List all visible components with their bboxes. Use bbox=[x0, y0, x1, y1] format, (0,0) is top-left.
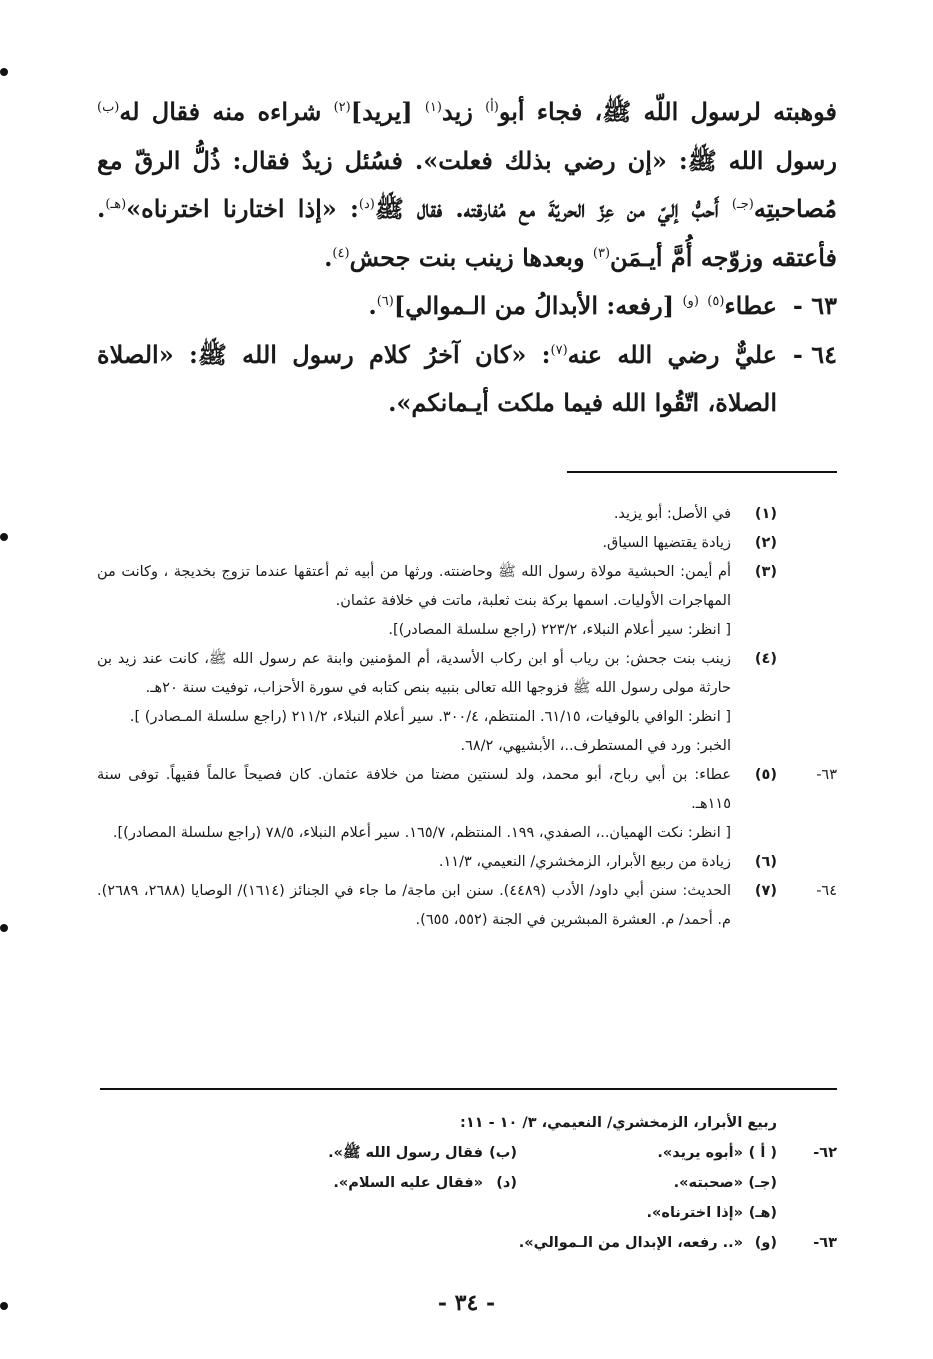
footnote-text: أم أيمن: الحبشية مولاة رسول الله ﷺ وحاضنته. ورثها من أبيه ثم أعتقها عندما تزوج بخديجة ، وكانت من المهاجرات الأوليات. اسمها بركة بنت ثعلبة، ماتت في خلافة عثمان. bbox=[97, 564, 731, 609]
footnote-number: (٦) bbox=[754, 854, 777, 870]
footnote bbox=[97, 761, 837, 819]
entry-text: عطاء$^{(٥)}$ $^{(و)}$ [رفعه: الأبدالُ من الـموالي]$^{(٦)}$. bbox=[368, 291, 777, 320]
verse-ref bbox=[777, 558, 837, 616]
verse-ref: ٦٤- bbox=[816, 883, 837, 899]
variant-label: (هـ) bbox=[748, 1205, 777, 1221]
footnote-number bbox=[731, 819, 777, 848]
variant-cell bbox=[97, 1198, 517, 1228]
footnote-number bbox=[731, 732, 777, 761]
variant-label: (د) bbox=[496, 1175, 517, 1191]
note-mark: (٥) bbox=[707, 294, 725, 309]
footnote bbox=[97, 819, 837, 848]
verse-ref bbox=[777, 732, 837, 761]
variant-cell bbox=[517, 1168, 777, 1198]
text-run: وبعدها زينب بنت جحش bbox=[349, 242, 585, 272]
note-mark: (و) bbox=[682, 294, 699, 309]
note-mark: (ب) bbox=[97, 100, 120, 115]
variant-text: «فقال عليه السلام». bbox=[333, 1175, 483, 1191]
footnote bbox=[97, 848, 837, 877]
entry-text bbox=[97, 331, 777, 428]
footnote bbox=[97, 732, 837, 761]
footnote bbox=[97, 645, 837, 703]
entry-62-continuation: فوهبته لرسول اللّه ﷺ، فجاء أبو$^{(أ)}$ زيد$^{(١)}$ [يريد]$^{(٢)}$ شراءه منه فقال له$^{(ب)}$ رسول الله ﷺ: «إن رضي بذلك فعلت». فسُئل زيدٌ فقال: ذُلُّ الرقّ مع مُصاحبتِه$^{(جـ)}$ أَحبُّ إليّ من عِزّ الحريّةَ مع مُفارقته. فقال ﷺ$^{(د)}$: «إذا اختارنا اخترناه»$^{(هـ)}$. فأعتقه وزوّجه أُمَّ أيـمَن$^{(٣)}$ وبعدها زينب بنت جحش$^{(٤)}$. bbox=[97, 97, 838, 272]
note-mark: (١) bbox=[424, 100, 442, 115]
footnote bbox=[97, 529, 837, 558]
main-text bbox=[97, 88, 837, 428]
footnote-number: (١) bbox=[754, 506, 777, 522]
entry-number: ٦٤ - bbox=[792, 339, 837, 369]
text-run: عطاء bbox=[724, 291, 777, 320]
verse-ref bbox=[777, 529, 837, 558]
footnote-text: [ انظر: سير أعلام النبلاء، ٢٢٣/٢ (راجع سلسلة المصادر)]. bbox=[388, 622, 731, 638]
variant-label: (و) bbox=[754, 1235, 777, 1251]
variants-separator bbox=[100, 1088, 837, 1090]
note-mark: (٦) bbox=[376, 294, 394, 309]
footnote-text: زينب بنت جحش: بن رياب أو ابن ركاب الأسدية، أم المؤمنين وابنة عم رسول الله ﷺ، كانت عند زيد بن حارثة مولى رسول الله ﷺ فزوجها الله تعالى بنبيه بنص كتابه في سورة الأحزاب، توفيت سنة ٢٠هـ. bbox=[97, 651, 731, 696]
variant-label: (ب) bbox=[489, 1145, 517, 1161]
note-mark: (٣) bbox=[592, 245, 611, 261]
variant-readings bbox=[97, 1108, 837, 1258]
footnote-text: عطاء: بن أبي رباح، أبو محمد، ولد لسنتين مضتا من خلافة عثمان. كان فصيحاً عالماً فقيهاً. توفى سنة ١١٥هـ. bbox=[97, 767, 731, 812]
footnote-number: (٧) bbox=[754, 883, 777, 899]
variant-label: (جـ) bbox=[748, 1175, 777, 1191]
footnote-separator bbox=[567, 471, 837, 473]
verse-ref bbox=[777, 645, 837, 703]
variant-row bbox=[97, 1138, 837, 1168]
variant-cell bbox=[97, 1228, 777, 1258]
variant-text: «.. رفعه، الإبدال من الـموالي». bbox=[518, 1235, 743, 1251]
footnote-number bbox=[731, 703, 777, 732]
variant-row bbox=[97, 1198, 837, 1228]
text-run: [رفعه: الأبدالُ من الـموالي] bbox=[393, 291, 675, 320]
variant-label bbox=[483, 1198, 517, 1228]
footnote bbox=[97, 616, 837, 645]
footnote-text: زيادة يقتضيها السياق. bbox=[602, 535, 731, 551]
variant-label: ( أ ) bbox=[748, 1145, 777, 1161]
note-mark: (هـ) bbox=[105, 197, 127, 212]
verse-ref: ٦٣- bbox=[813, 1235, 837, 1251]
variant-row bbox=[97, 1168, 837, 1198]
footnote-number: (٢) bbox=[754, 535, 777, 551]
text-run: : «إذا اختارنا اخترناه» bbox=[126, 194, 359, 223]
footnote bbox=[97, 877, 837, 935]
text-run: أَحبُّ إليّ من عِزّ الحريّةَ مع مُفارقته. فقال ﷺ bbox=[374, 194, 719, 223]
footnote-text: الخبر: ورد في المستطرف..، الأبشيهي، ٦٨/٢. bbox=[460, 738, 731, 754]
verse-ref: ٦٣- bbox=[816, 767, 837, 783]
footnote-text: في الأصل: أبو يزيد. bbox=[613, 506, 731, 522]
note-mark: (٢) bbox=[333, 100, 351, 115]
scan-mark bbox=[0, 924, 8, 932]
text-run: رسول الله ﷺ: «إن رضي بذلك فعلت». فسُئل زيدٌ فقال: ذُلُّ الرقّ مع مُصاحبتِه bbox=[97, 145, 837, 223]
footnote bbox=[97, 500, 837, 529]
text-run: شراءه منه فقال له bbox=[119, 97, 322, 126]
text-run: : «كان آخرُ كلام رسول الله ﷺ: «الصلاة الصلاة، اتّقُوا الله فيما ملكت أيـمانكم». bbox=[97, 339, 777, 417]
footnotes bbox=[97, 500, 837, 935]
footnote-text: زيادة من ربيع الأبرار، الزمخشري/ النعيمي، ١١/٣. bbox=[438, 854, 731, 870]
note-mark: (٤) bbox=[332, 245, 350, 261]
text-run: . فأعتقه وزوّجه أُمَّ أيـمَن bbox=[97, 194, 837, 272]
footnote-text: [ انظر: نكت الهميان..، الصفدي، ١٩٩. المنتظم، ١٦٥/٧. سير أعلام النبلاء، ٧٨/٥ (راجع سلسلة المصادر)]. bbox=[112, 825, 731, 841]
scan-mark bbox=[0, 68, 8, 76]
scan-mark bbox=[0, 533, 8, 541]
verse-ref bbox=[777, 703, 837, 732]
variant-text: فقال رسول الله ﷺ». bbox=[328, 1145, 483, 1161]
verse-ref bbox=[777, 1168, 837, 1198]
footnote bbox=[97, 703, 837, 732]
verse-ref bbox=[777, 819, 837, 848]
variant-text: «إذا اخترناه». bbox=[646, 1205, 743, 1221]
entry-63 bbox=[97, 282, 837, 331]
variants-heading: ربيع الأبرار، الزمخشري/ النعيمي، ٣/ ١٠ - ١١: bbox=[460, 1115, 777, 1131]
text-run: زيد bbox=[441, 97, 473, 126]
note-mark: (٧) bbox=[550, 342, 568, 358]
note-mark: (جـ) bbox=[731, 197, 754, 212]
verse-ref: ٦٢- bbox=[813, 1145, 837, 1161]
text-run: [يريد] bbox=[350, 97, 413, 126]
variant-cell bbox=[517, 1138, 777, 1168]
variant-text: «أبوه يريد». bbox=[657, 1145, 743, 1161]
footnote bbox=[97, 558, 837, 616]
footnote-text: الحديث: سنن أبي داود/ الأدب (٤٤٨٩). سنن ابن ماجة/ ما جاء في الجنائز (١٦١٤)/ الوصايا (٢٦٨٨، ٢٦٨٩). م. أحمد/ م. العشرة المبشرين في الجنة (٥٥٢، ٦٥٥). bbox=[97, 883, 732, 928]
footnote-text: [ انظر: الوافي بالوفيات، ٦١/١٥. المنتظم، ٣٠٠/٤. سير أعلام النبلاء، ٢١١/٢ (راجع سلسلة المـصادر) ]. bbox=[129, 709, 731, 725]
note-mark: (د) bbox=[358, 197, 375, 212]
verse-ref bbox=[777, 1198, 837, 1228]
verse-ref bbox=[777, 848, 837, 877]
verse-ref bbox=[777, 616, 837, 645]
variant-cell bbox=[517, 1198, 777, 1228]
footnote-number: (٣) bbox=[754, 564, 777, 580]
variant-cell bbox=[97, 1168, 517, 1198]
variant-row bbox=[97, 1228, 837, 1258]
variant-text: «صحبته». bbox=[673, 1175, 743, 1191]
entry-64 bbox=[97, 331, 837, 428]
note-mark: (أ) bbox=[485, 100, 499, 115]
variant-cell bbox=[97, 1138, 517, 1168]
page-number: - ٣٤ - bbox=[437, 1290, 496, 1316]
text-run: عليٌّ رضي الله عنه bbox=[567, 339, 778, 369]
footnote-number bbox=[731, 616, 777, 645]
footnote-number: (٤) bbox=[754, 651, 777, 667]
footnote-number: (٥) bbox=[754, 767, 777, 783]
entry-number: ٦٣ - bbox=[792, 291, 837, 320]
verse-ref bbox=[777, 500, 837, 529]
text-run: فوهبته لرسول اللّه ﷺ، فجاء أبو bbox=[498, 97, 838, 126]
